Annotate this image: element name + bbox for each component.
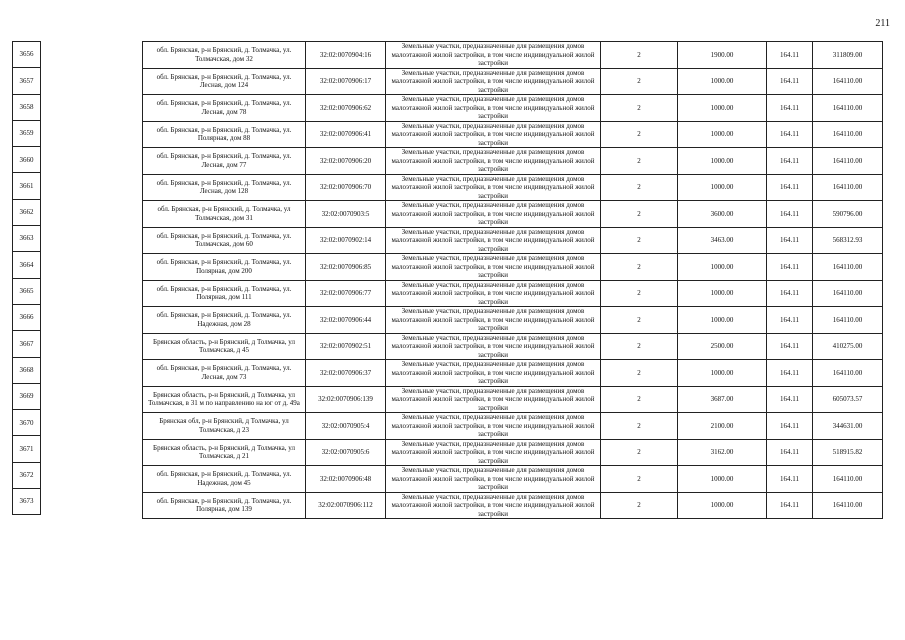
rate-cell: 164.11 xyxy=(767,386,813,413)
purpose-cell: Земельные участки, предназначенные для размещения домов малоэтажной жилой застройки, в том числе индивидуальной жилой застройки xyxy=(386,360,601,387)
quantity-cell: 2 xyxy=(601,148,678,175)
area-cell: 1000.00 xyxy=(678,174,767,201)
quantity-cell: 2 xyxy=(601,307,678,334)
quantity-cell: 2 xyxy=(601,360,678,387)
address-cell: Брянская область, р-н Брянский, д Толмачка, ул Толмачская, в 31 м по направлению на юг от д. 49а xyxy=(143,386,306,413)
row-number-cell: 3657 xyxy=(13,68,41,94)
area-cell: 3687.00 xyxy=(678,386,767,413)
cadastral-value-cell: 164110.00 xyxy=(813,492,883,519)
address-cell: обл. Брянская, р-н Брянский, д. Толмачка, ул. Надежная, дом 28 xyxy=(143,307,306,334)
area-cell: 1900.00 xyxy=(678,42,767,69)
cadastre-number-cell: 32:02:0070904:16 xyxy=(306,42,386,69)
area-cell: 3162.00 xyxy=(678,439,767,466)
row-number-row xyxy=(13,252,41,278)
quantity-cell: 2 xyxy=(601,466,678,493)
cadastral-value-cell: 568312.93 xyxy=(813,227,883,254)
rate-cell: 164.11 xyxy=(767,227,813,254)
purpose-cell: Земельные участки, предназначенные для размещения домов малоэтажной жилой застройки, в том числе индивидуальной жилой застройки xyxy=(386,148,601,175)
cadastral-value-cell: 164110.00 xyxy=(813,95,883,122)
purpose-cell: Земельные участки, предназначенные для размещения домов малоэтажной жилой застройки, в том числе индивидуальной жилой застройки xyxy=(386,95,601,122)
cadastral-value-cell: 164110.00 xyxy=(813,307,883,334)
address-cell: Брянская область, р-н Брянский, д Толмачка, ул Толмачская, д 21 xyxy=(143,439,306,466)
purpose-cell: Земельные участки, предназначенные для размещения домов малоэтажной жилой застройки, в том числе индивидуальной жилой застройки xyxy=(386,201,601,228)
area-cell: 3463.00 xyxy=(678,227,767,254)
table-row xyxy=(143,121,883,148)
row-number-row xyxy=(13,331,41,357)
row-number-cell: 3665 xyxy=(13,278,41,304)
cadastral-value-cell: 590796.00 xyxy=(813,201,883,228)
rate-cell: 164.11 xyxy=(767,360,813,387)
row-number-cell: 3668 xyxy=(13,357,41,383)
cadastral-value-cell: 605073.57 xyxy=(813,386,883,413)
cadastre-number-cell: 32:02:0070906:70 xyxy=(306,174,386,201)
row-number-row xyxy=(13,436,41,462)
purpose-cell: Земельные участки, предназначенные для размещения домов малоэтажной жилой застройки, в том числе индивидуальной жилой застройки xyxy=(386,280,601,307)
address-cell: обл. Брянская, р-н Брянский, д. Толмачка, ул. Толмачская, дом 32 xyxy=(143,42,306,69)
cadastral-value-cell: 164110.00 xyxy=(813,254,883,281)
purpose-cell: Земельные участки, предназначенные для размещения домов малоэтажной жилой застройки, в том числе индивидуальной жилой застройки xyxy=(386,439,601,466)
purpose-cell: Земельные участки, предназначенные для размещения домов малоэтажной жилой застройки, в том числе индивидуальной жилой застройки xyxy=(386,307,601,334)
area-cell: 1000.00 xyxy=(678,360,767,387)
purpose-cell: Земельные участки, предназначенные для размещения домов малоэтажной жилой застройки, в том числе индивидуальной жилой застройки xyxy=(386,333,601,360)
address-cell: обл. Брянская, р-н Брянский, д. Толмачка, ул. Полярная, дом 139 xyxy=(143,492,306,519)
area-cell: 1000.00 xyxy=(678,492,767,519)
row-number-row xyxy=(13,199,41,225)
address-cell: обл. Брянская, р-н Брянский, д. Толмачка, ул. Толмачская, дом 60 xyxy=(143,227,306,254)
quantity-cell: 2 xyxy=(601,280,678,307)
quantity-cell: 2 xyxy=(601,492,678,519)
address-cell: Брянская обл, р-н Брянский, д Толмачка, ул Толмачская, д 23 xyxy=(143,413,306,440)
table-row xyxy=(143,386,883,413)
row-number-cell: 3660 xyxy=(13,147,41,173)
row-number-row xyxy=(13,147,41,173)
cadastral-value-cell: 164110.00 xyxy=(813,360,883,387)
cadastral-value-cell: 164110.00 xyxy=(813,174,883,201)
address-cell: обл. Брянская, р-н Брянский, д. Толмачка, ул. Полярная, дом 111 xyxy=(143,280,306,307)
cadastre-number-cell: 32:02:0070905:4 xyxy=(306,413,386,440)
purpose-cell: Земельные участки, предназначенные для размещения домов малоэтажной жилой застройки, в том числе индивидуальной жилой застройки xyxy=(386,492,601,519)
table-row xyxy=(143,413,883,440)
purpose-cell: Земельные участки, предназначенные для размещения домов малоэтажной жилой застройки, в том числе индивидуальной жилой застройки xyxy=(386,42,601,69)
quantity-cell: 2 xyxy=(601,254,678,281)
address-cell: обл. Брянская, р-н Брянский, д. Толмачка, ул. Лесная, дом 128 xyxy=(143,174,306,201)
table-row xyxy=(143,307,883,334)
row-number-row xyxy=(13,489,41,515)
row-number-cell: 3667 xyxy=(13,331,41,357)
table-row xyxy=(143,201,883,228)
rate-cell: 164.11 xyxy=(767,439,813,466)
cadastre-number-cell: 32:02:0070906:85 xyxy=(306,254,386,281)
address-cell: Брянская область, р-н Брянский, д Толмачка, ул Толмачская, д 45 xyxy=(143,333,306,360)
address-cell: обл. Брянская, р-н Брянский, д. Толмачка, ул. Полярная, дом 88 xyxy=(143,121,306,148)
cadastral-value-cell: 518915.82 xyxy=(813,439,883,466)
rate-cell: 164.11 xyxy=(767,42,813,69)
purpose-cell: Земельные участки, предназначенные для размещения домов малоэтажной жилой застройки, в том числе индивидуальной жилой застройки xyxy=(386,174,601,201)
row-number-row xyxy=(13,383,41,409)
rate-cell: 164.11 xyxy=(767,68,813,95)
cadastre-number-cell: 32:02:0070906:17 xyxy=(306,68,386,95)
rate-cell: 164.11 xyxy=(767,148,813,175)
cadastre-number-cell: 32:02:0070906:20 xyxy=(306,148,386,175)
row-number-row xyxy=(13,94,41,120)
purpose-cell: Земельные участки, предназначенные для размещения домов малоэтажной жилой застройки, в том числе индивидуальной жилой застройки xyxy=(386,68,601,95)
rate-cell: 164.11 xyxy=(767,174,813,201)
area-cell: 1000.00 xyxy=(678,307,767,334)
table-row xyxy=(143,227,883,254)
area-cell: 1000.00 xyxy=(678,95,767,122)
row-number-cell: 3662 xyxy=(13,199,41,225)
cadastral-value-cell: 164110.00 xyxy=(813,466,883,493)
address-cell: обл. Брянская, р-н Брянский, д. Толмачка, ул Толмачская, дом 31 xyxy=(143,201,306,228)
purpose-cell: Земельные участки, предназначенные для размещения домов малоэтажной жилой застройки, в том числе индивидуальной жилой застройки xyxy=(386,386,601,413)
cadastre-number-cell: 32:02:0070906:48 xyxy=(306,466,386,493)
land-plots-table xyxy=(142,41,883,519)
row-number-cell: 3672 xyxy=(13,462,41,488)
cadastre-number-cell: 32:02:0070906:37 xyxy=(306,360,386,387)
address-cell: обл. Брянская, р-н Брянский, д. Толмачка, ул. Лесная, дом 124 xyxy=(143,68,306,95)
row-number-row xyxy=(13,410,41,436)
row-number-cell: 3666 xyxy=(13,304,41,330)
table-row xyxy=(143,492,883,519)
cadastral-value-cell: 344631.00 xyxy=(813,413,883,440)
row-number-row xyxy=(13,357,41,383)
cadastral-value-cell: 164110.00 xyxy=(813,68,883,95)
purpose-cell: Земельные участки, предназначенные для размещения домов малоэтажной жилой застройки, в том числе индивидуальной жилой застройки xyxy=(386,121,601,148)
row-number-row xyxy=(13,462,41,488)
area-cell: 1000.00 xyxy=(678,68,767,95)
cadastral-value-cell: 410275.00 xyxy=(813,333,883,360)
row-number-cell: 3670 xyxy=(13,410,41,436)
rate-cell: 164.11 xyxy=(767,280,813,307)
quantity-cell: 2 xyxy=(601,439,678,466)
row-number-row xyxy=(13,278,41,304)
area-cell: 2500.00 xyxy=(678,333,767,360)
table-row xyxy=(143,42,883,69)
cadastre-number-cell: 32:02:0070906:41 xyxy=(306,121,386,148)
table-row xyxy=(143,466,883,493)
rate-cell: 164.11 xyxy=(767,307,813,334)
area-cell: 1000.00 xyxy=(678,466,767,493)
row-number-row xyxy=(13,226,41,252)
row-number-row xyxy=(13,68,41,94)
address-cell: обл. Брянская, р-н Брянский, д. Толмачка, ул. Полярная, дом 200 xyxy=(143,254,306,281)
address-cell: обл. Брянская, р-н Брянский, д. Толмачка, ул. Лесная, дом 73 xyxy=(143,360,306,387)
cadastre-number-cell: 32:02:0070906:44 xyxy=(306,307,386,334)
purpose-cell: Земельные участки, предназначенные для размещения домов малоэтажной жилой застройки, в том числе индивидуальной жилой застройки xyxy=(386,227,601,254)
page-number: 211 xyxy=(875,18,890,29)
rate-cell: 164.11 xyxy=(767,201,813,228)
rate-cell: 164.11 xyxy=(767,413,813,440)
quantity-cell: 2 xyxy=(601,174,678,201)
table-row xyxy=(143,68,883,95)
rate-cell: 164.11 xyxy=(767,254,813,281)
row-number-cell: 3663 xyxy=(13,226,41,252)
address-cell: обл. Брянская, р-н Брянский, д. Толмачка, ул. Лесная, дом 77 xyxy=(143,148,306,175)
table-row xyxy=(143,333,883,360)
rate-cell: 164.11 xyxy=(767,492,813,519)
cadastre-number-cell: 32:02:0070906:139 xyxy=(306,386,386,413)
row-number-cell: 3673 xyxy=(13,489,41,515)
quantity-cell: 2 xyxy=(601,201,678,228)
table-row xyxy=(143,280,883,307)
row-number-row xyxy=(13,120,41,146)
table-row xyxy=(143,95,883,122)
cadastre-number-cell: 32:02:0070906:62 xyxy=(306,95,386,122)
cadastral-value-cell: 311809.00 xyxy=(813,42,883,69)
area-cell: 1000.00 xyxy=(678,280,767,307)
cadastre-number-cell: 32:02:0070902:51 xyxy=(306,333,386,360)
row-number-row xyxy=(13,173,41,199)
area-cell: 1000.00 xyxy=(678,148,767,175)
quantity-cell: 2 xyxy=(601,386,678,413)
cadastral-value-cell: 164110.00 xyxy=(813,280,883,307)
area-cell: 3600.00 xyxy=(678,201,767,228)
cadastre-number-cell: 32:02:0070903:5 xyxy=(306,201,386,228)
rate-cell: 164.11 xyxy=(767,333,813,360)
purpose-cell: Земельные участки, предназначенные для размещения домов малоэтажной жилой застройки, в том числе индивидуальной жилой застройки xyxy=(386,466,601,493)
row-number-cell: 3661 xyxy=(13,173,41,199)
address-cell: обл. Брянская, р-н Брянский, д. Толмачка, ул. Надежная, дом 45 xyxy=(143,466,306,493)
quantity-cell: 2 xyxy=(601,42,678,69)
quantity-cell: 2 xyxy=(601,95,678,122)
cadastre-number-cell: 32:02:0070906:77 xyxy=(306,280,386,307)
rate-cell: 164.11 xyxy=(767,466,813,493)
row-number-row xyxy=(13,42,41,68)
cadastral-value-cell: 164110.00 xyxy=(813,121,883,148)
area-cell: 1000.00 xyxy=(678,254,767,281)
cadastre-number-cell: 32:02:0070902:14 xyxy=(306,227,386,254)
quantity-cell: 2 xyxy=(601,227,678,254)
table-row xyxy=(143,439,883,466)
area-cell: 1000.00 xyxy=(678,121,767,148)
quantity-cell: 2 xyxy=(601,413,678,440)
row-number-cell: 3658 xyxy=(13,94,41,120)
rate-cell: 164.11 xyxy=(767,95,813,122)
cadastral-value-cell: 164110.00 xyxy=(813,148,883,175)
row-number-cell: 3671 xyxy=(13,436,41,462)
purpose-cell: Земельные участки, предназначенные для размещения домов малоэтажной жилой застройки, в том числе индивидуальной жилой застройки xyxy=(386,254,601,281)
row-number-cell: 3659 xyxy=(13,120,41,146)
cadastre-number-cell: 32:02:0070905:6 xyxy=(306,439,386,466)
table-row xyxy=(143,360,883,387)
area-cell: 2100.00 xyxy=(678,413,767,440)
quantity-cell: 2 xyxy=(601,121,678,148)
rate-cell: 164.11 xyxy=(767,121,813,148)
purpose-cell: Земельные участки, предназначенные для размещения домов малоэтажной жилой застройки, в том числе индивидуальной жилой застройки xyxy=(386,413,601,440)
cadastre-number-cell: 32:02:0070906:112 xyxy=(306,492,386,519)
quantity-cell: 2 xyxy=(601,333,678,360)
quantity-cell: 2 xyxy=(601,68,678,95)
row-number-cell: 3664 xyxy=(13,252,41,278)
table-row xyxy=(143,254,883,281)
row-number-cell: 3656 xyxy=(13,42,41,68)
row-number-row xyxy=(13,304,41,330)
table-row xyxy=(143,174,883,201)
table-row xyxy=(143,148,883,175)
row-number-column xyxy=(12,41,41,515)
row-number-cell: 3669 xyxy=(13,383,41,409)
address-cell: обл. Брянская, р-н Брянский, д. Толмачка, ул. Лесная, дом 78 xyxy=(143,95,306,122)
